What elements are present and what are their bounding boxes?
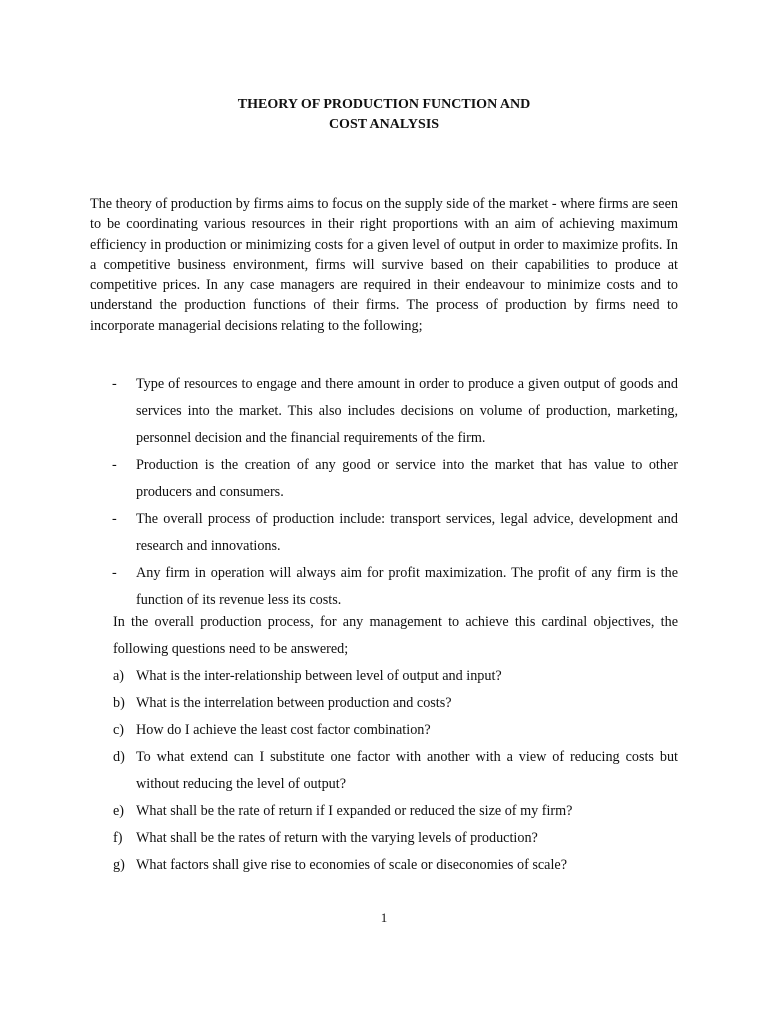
- title-line-1: THEORY OF PRODUCTION FUNCTION AND: [237, 97, 531, 112]
- question-marker: b): [113, 695, 125, 711]
- question-marker: c): [113, 722, 125, 738]
- bullet-text: Production is the creation of any good or service into the market that has value to other producers and consumers.: [136, 457, 678, 500]
- bullet-text: Any firm in operation will always aim for profit maximization. The profit of any firm is the function of its revenue less its costs.: [136, 565, 678, 608]
- question-item: [90, 690, 678, 717]
- questions-intro-paragraph: In the overall production process, for any management to achieve this cardinal objectives, the following questions need to be answered;: [113, 614, 678, 657]
- question-text: What shall be the rates of return with the varying levels of production?: [136, 830, 538, 846]
- bullet-item: [90, 371, 678, 452]
- question-item: [90, 717, 678, 744]
- bullet-marker: -: [112, 457, 117, 473]
- bullet-text: The overall process of production include: transport services, legal advice, development and research and innovations.: [136, 511, 678, 554]
- question-marker: a): [113, 668, 125, 684]
- question-marker: g): [113, 857, 125, 873]
- question-item: [90, 798, 678, 825]
- question-marker: e): [113, 803, 125, 819]
- bullet-marker: -: [112, 511, 117, 527]
- page-number: 1: [380, 910, 388, 925]
- bullet-item: [90, 560, 678, 614]
- question-text: What factors shall give rise to economies of scale or diseconomies of scale?: [136, 857, 567, 873]
- bullet-item: [90, 506, 678, 560]
- bullet-text: Type of resources to engage and there amount in order to produce a given output of goods and services into the market. This also includes decisions on volume of production, marketing, personnel decision and the financial requirements of the firm.: [136, 376, 678, 446]
- bullet-marker: -: [112, 565, 117, 581]
- decision-bullet-list: [90, 371, 678, 614]
- intro-paragraph: The theory of production by firms aims to focus on the supply side of the market - where firms are seen to be coordinating various resources in their right proportions with an aim of achieving maximum efficiency in production or minimizing costs for a given level of output in order to maximize profits. In a competitive business environment, firms will survive based on their capabilities to produce at competitive prices. In any case managers are required in their endeavour to minimize costs and to understand the production functions of their firms. The process of production by firms need to incorporate managerial decisions relating to the following;: [90, 196, 678, 334]
- question-item: [90, 825, 678, 852]
- document-title: [0, 95, 768, 135]
- bullet-item: [90, 452, 678, 506]
- bullet-marker: -: [112, 376, 117, 392]
- question-text: What shall be the rate of return if I expanded or reduced the size of my firm?: [136, 803, 573, 819]
- question-marker: d): [113, 749, 125, 765]
- question-item: [90, 852, 678, 879]
- question-list: [90, 663, 678, 879]
- question-text: What is the inter-relationship between level of output and input?: [136, 668, 502, 684]
- title-line-2: COST ANALYSIS: [328, 117, 440, 132]
- question-item: [90, 744, 678, 798]
- question-text: What is the interrelation between production and costs?: [136, 695, 452, 711]
- question-marker: f): [113, 830, 123, 846]
- question-text: How do I achieve the least cost factor combination?: [136, 722, 431, 738]
- question-text: To what extend can I substitute one factor with another with a view of reducing costs but without reducing the level of output?: [136, 749, 678, 792]
- question-item: [90, 663, 678, 690]
